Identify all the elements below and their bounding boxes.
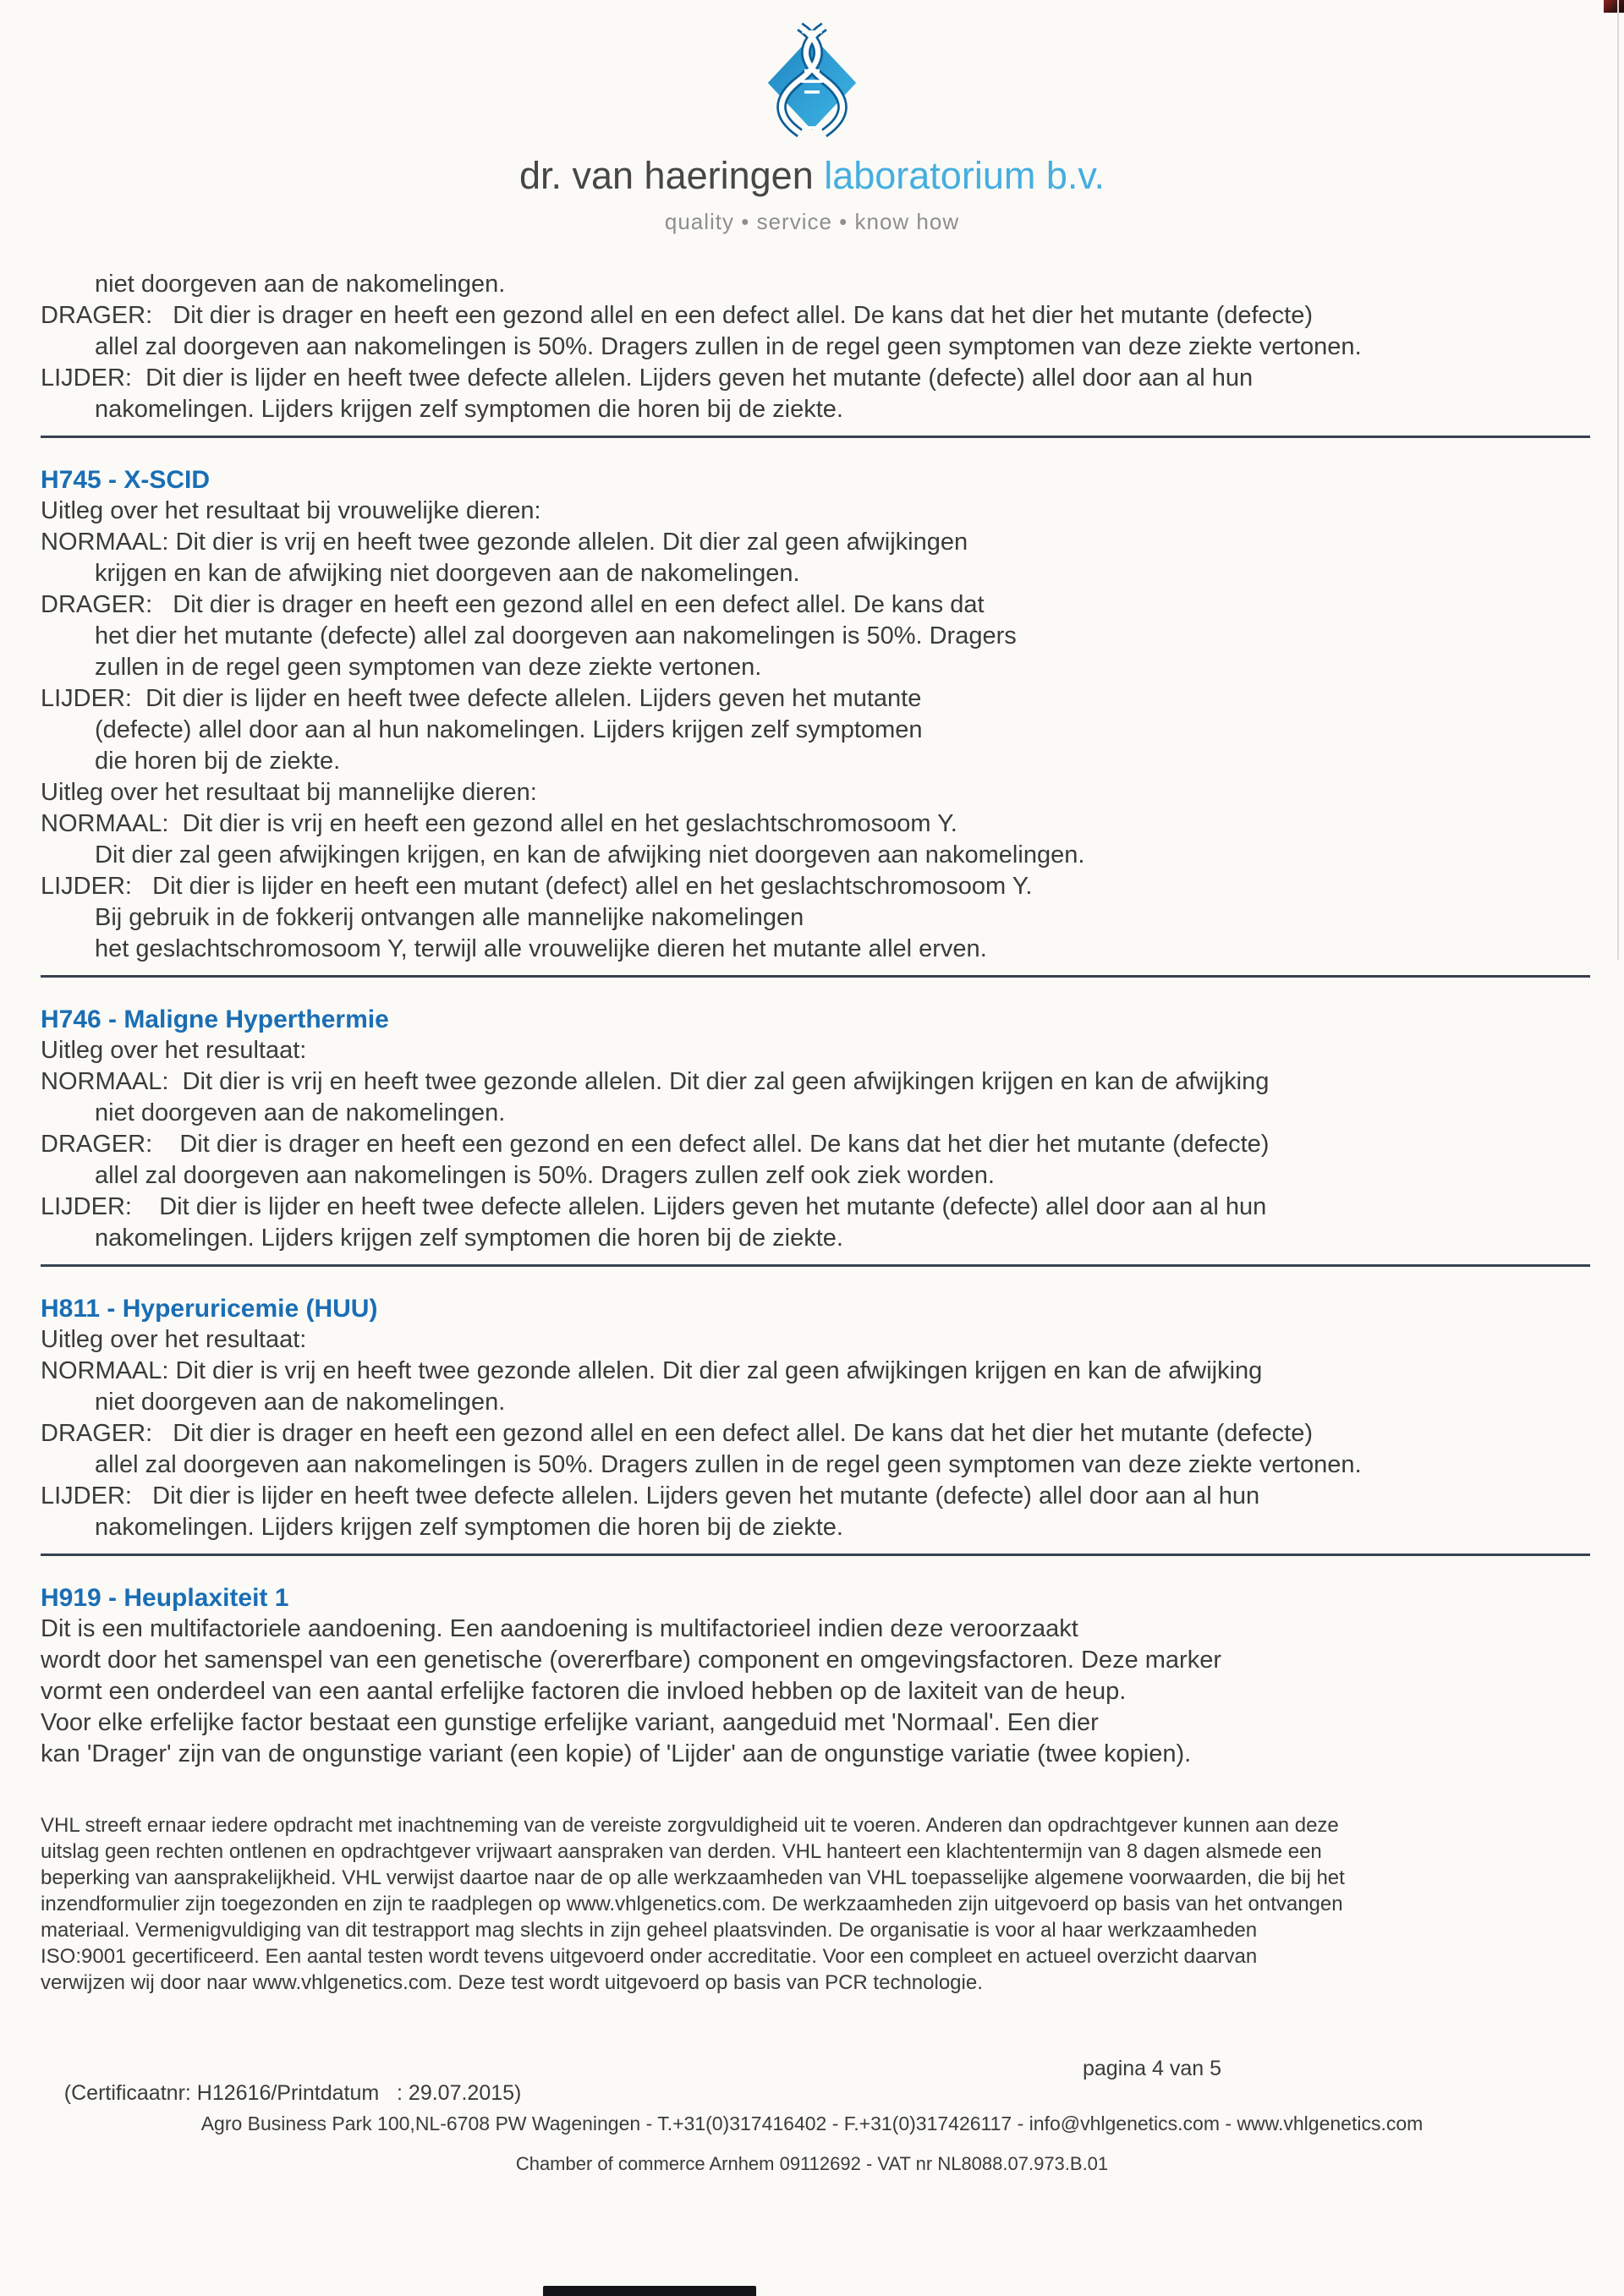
text-line: LIJDER: Dit dier is lijder en heeft twee defecte allelen. Lijders geven het mutante (defecte) allel door aan al hun [41, 1482, 1260, 1510]
text-line: uitslag geen rechten ontlenen en opdrachtgever vrijwaart aanspraken van derden. VHL hanteert een klachtentermijn van 8 dagen alsmede een [41, 1840, 1322, 1863]
tagline: quality • service • know how [664, 209, 960, 234]
letterhead [0, 0, 1624, 235]
text-line: LIJDER: Dit dier is lijder en heeft een mutant (defect) allel en het geslachtschromosoom Y. [41, 873, 1033, 900]
text-line: Dit is een multifactoriele aandoening. Een aandoening is multifactorieel indien deze veroorzaakt [41, 1615, 1078, 1642]
company-name-main: dr. van haeringen [518, 154, 825, 197]
text-line: Voor elke erfelijke factor bestaat een gunstige erfelijke variant, aangeduid met 'Normaal'. Een dier [41, 1709, 1099, 1736]
scan-edge-line [1617, 0, 1619, 960]
text-line: niet doorgeven aan de nakomelingen. [95, 1099, 506, 1126]
text-line: Uitleg over het resultaat bij vrouwelijke dieren: [41, 497, 541, 524]
text-line: niet doorgeven aan de nakomelingen. [95, 1389, 506, 1416]
text-line: LIJDER: Dit dier is lijder en heeft twee defecte allelen. Lijders geven het mutante (defecte) allel door aan al hun [41, 364, 1254, 392]
scan-artifact-corner [1604, 0, 1624, 13]
text-line: DRAGER: Dit dier is drager en heeft een gezond en een defect allel. De kans dat het dier het mutante (defecte) [41, 1131, 1270, 1158]
text-line: ISO:9001 gecertificeerd. Een aantal testen wordt tevens uitgevoerd onder accreditatie. Voor een compleet en actueel overzicht daarvan [41, 1945, 1258, 1968]
text-line: nakomelingen. Lijders krijgen zelf symptomen die horen bij de ziekte. [95, 1514, 843, 1541]
text-line: NORMAAL: Dit dier is vrij en heeft twee gezonde allelen. Dit dier zal geen afwijkingen [41, 529, 968, 556]
text-line: het dier het mutante (defecte) allel zal doorgeven aan nakomelingen is 50%. Dragers [95, 622, 1017, 649]
page-number: pagina 4 van 5 [1083, 2057, 1222, 2080]
text-line: materiaal. Vermenigvuldiging van dit testrapport mag slechts in zijn geheel plaatsvinden. De organisatie is voor al haar werkzaamheden [41, 1919, 1258, 1942]
text-line: Uitleg over het resultaat: [41, 1037, 307, 1064]
section-heading: H745 - X-SCID [41, 466, 211, 494]
document-body [41, 269, 1590, 1996]
company-name-suffix: laboratorium b.v. [824, 154, 1106, 197]
disclaimer-block [41, 1812, 1590, 1996]
text-line: Uitleg over het resultaat: [41, 1326, 307, 1353]
text-line: krijgen en kan de afwijking niet doorgeven aan de nakomelingen. [95, 560, 800, 587]
text-line: DRAGER: Dit dier is drager en heeft een gezond allel en een defect allel. De kans dat het dier het mutante (defecte) [41, 302, 1314, 329]
text-line: LIJDER: Dit dier is lijder en heeft twee defecte allelen. Lijders geven het mutante (defecte) allel door aan al hun [41, 1193, 1267, 1220]
text-line: Bij gebruik in de fokkerij ontvangen alle mannelijke nakomelingen [95, 904, 804, 931]
text-line: nakomelingen. Lijders krijgen zelf symptomen die horen bij de ziekte. [95, 396, 843, 423]
text-line: beperking van aansprakelijkheid. VHL verwijst daartoe naar de op alle werkzaamheden van VHL toepasselijke algemene voorwaarden, die bij het [41, 1866, 1345, 1889]
text-line: VHL streeft ernaar iedere opdracht met inachtneming van de vereiste zorgvuldigheid uit te voeren. Anderen dan opdrachtgever kunnen aan deze [41, 1814, 1339, 1837]
section-divider [41, 1264, 1590, 1267]
text-line: LIJDER: Dit dier is lijder en heeft twee defecte allelen. Lijders geven het mutante [41, 685, 922, 712]
text-line: niet doorgeven aan de nakomelingen. [95, 271, 506, 298]
text-line: NORMAAL: Dit dier is vrij en heeft twee gezonde allelen. Dit dier zal geen afwijkingen krijgen en kan de afwijking [41, 1068, 1270, 1095]
text-line: wordt door het samenspel van een genetische (overerfbare) component en omgevingsfactoren. Deze marker [41, 1647, 1221, 1674]
sections [41, 436, 1590, 1770]
company-name [0, 155, 1624, 197]
text-line: Dit dier zal geen afwijkingen krijgen, en kan de afwijking niet doorgeven aan nakomelingen. [95, 841, 1085, 869]
section-heading: H746 - Maligne Hyperthermie [41, 1006, 389, 1033]
text-line: DRAGER: Dit dier is drager en heeft een gezond allel en een defect allel. De kans dat [41, 591, 985, 618]
text-line: allel zal doorgeven aan nakomelingen is 50%. Dragers zullen in de regel geen symptomen van deze ziekte vertonen. [95, 1451, 1362, 1478]
section-divider [41, 975, 1590, 978]
text-line: (defecte) allel door aan al hun nakomelingen. Lijders krijgen zelf symptomen [95, 716, 923, 743]
section-divider [41, 436, 1590, 438]
section-heading: H919 - Heuplaxiteit 1 [41, 1584, 289, 1612]
intro-block [41, 269, 1590, 425]
text-line: nakomelingen. Lijders krijgen zelf symptomen die horen bij de ziekte. [95, 1225, 843, 1252]
text-line: kan 'Drager' zijn van de ongunstige variant (een kopie) of 'Lijder' aan de ongunstige variatie (twee kopien). [41, 1740, 1192, 1767]
text-line: inzendformulier zijn toegezonden en zijn te raadplegen op www.vhlgenetics.com. De werkzaamheden zijn uitgevoerd op basis van het ontvangen [41, 1893, 1343, 1915]
vhl-dna-logo [759, 22, 865, 144]
certificate-number: (Certificaatnr: H12616/Printdatum : 29.07.2015) [63, 2081, 522, 2105]
text-line: verwijzen wij door naar www.vhlgenetics.com. Deze test wordt uitgevoerd op basis van PCR technologie. [41, 1971, 983, 1994]
scan-artifact-bar [543, 2286, 756, 2296]
footer-chamber: Chamber of commerce Arnhem 09112692 - VAT nr NL8088.07.973.B.01 [515, 2153, 1109, 2174]
section-divider [41, 1553, 1590, 1556]
text-line: die horen bij de ziekte. [95, 748, 341, 775]
text-line: Uitleg over het resultaat bij mannelijke dieren: [41, 779, 537, 806]
text-line: allel zal doorgeven aan nakomelingen is 50%. Dragers zullen zelf ook ziek worden. [95, 1162, 995, 1189]
text-line: allel zal doorgeven aan nakomelingen is 50%. Dragers zullen in de regel geen symptomen van deze ziekte vertonen. [95, 333, 1362, 360]
text-line: DRAGER: Dit dier is drager en heeft een gezond allel en een defect allel. De kans dat het dier het mutante (defecte) [41, 1420, 1314, 1447]
text-line: NORMAAL: Dit dier is vrij en heeft twee gezonde allelen. Dit dier zal geen afwijkingen krijgen en kan de afwijking [41, 1357, 1263, 1384]
section-heading: H811 - Hyperuricemie (HUU) [41, 1295, 378, 1323]
footer-certificate-row [41, 2057, 1590, 2155]
text-line: vormt een onderdeel van een aantal erfelijke factoren die invloed hebben op de laxiteit van de heup. [41, 1678, 1127, 1705]
text-line: het geslachtschromosoom Y, terwijl alle vrouwelijke dieren het mutante allel erven. [95, 935, 987, 962]
text-line: NORMAAL: Dit dier is vrij en heeft een gezond allel en het geslachtschromosoom Y. [41, 810, 957, 837]
text-line: zullen in de regel geen symptomen van deze ziekte vertonen. [95, 654, 762, 681]
footer-address: Agro Business Park 100,NL-6708 PW Wageningen - T.+31(0)317416402 - F.+31(0)317426117 - info@vhlgenetics.com - www.vhlgenetics.com [200, 2112, 1424, 2134]
